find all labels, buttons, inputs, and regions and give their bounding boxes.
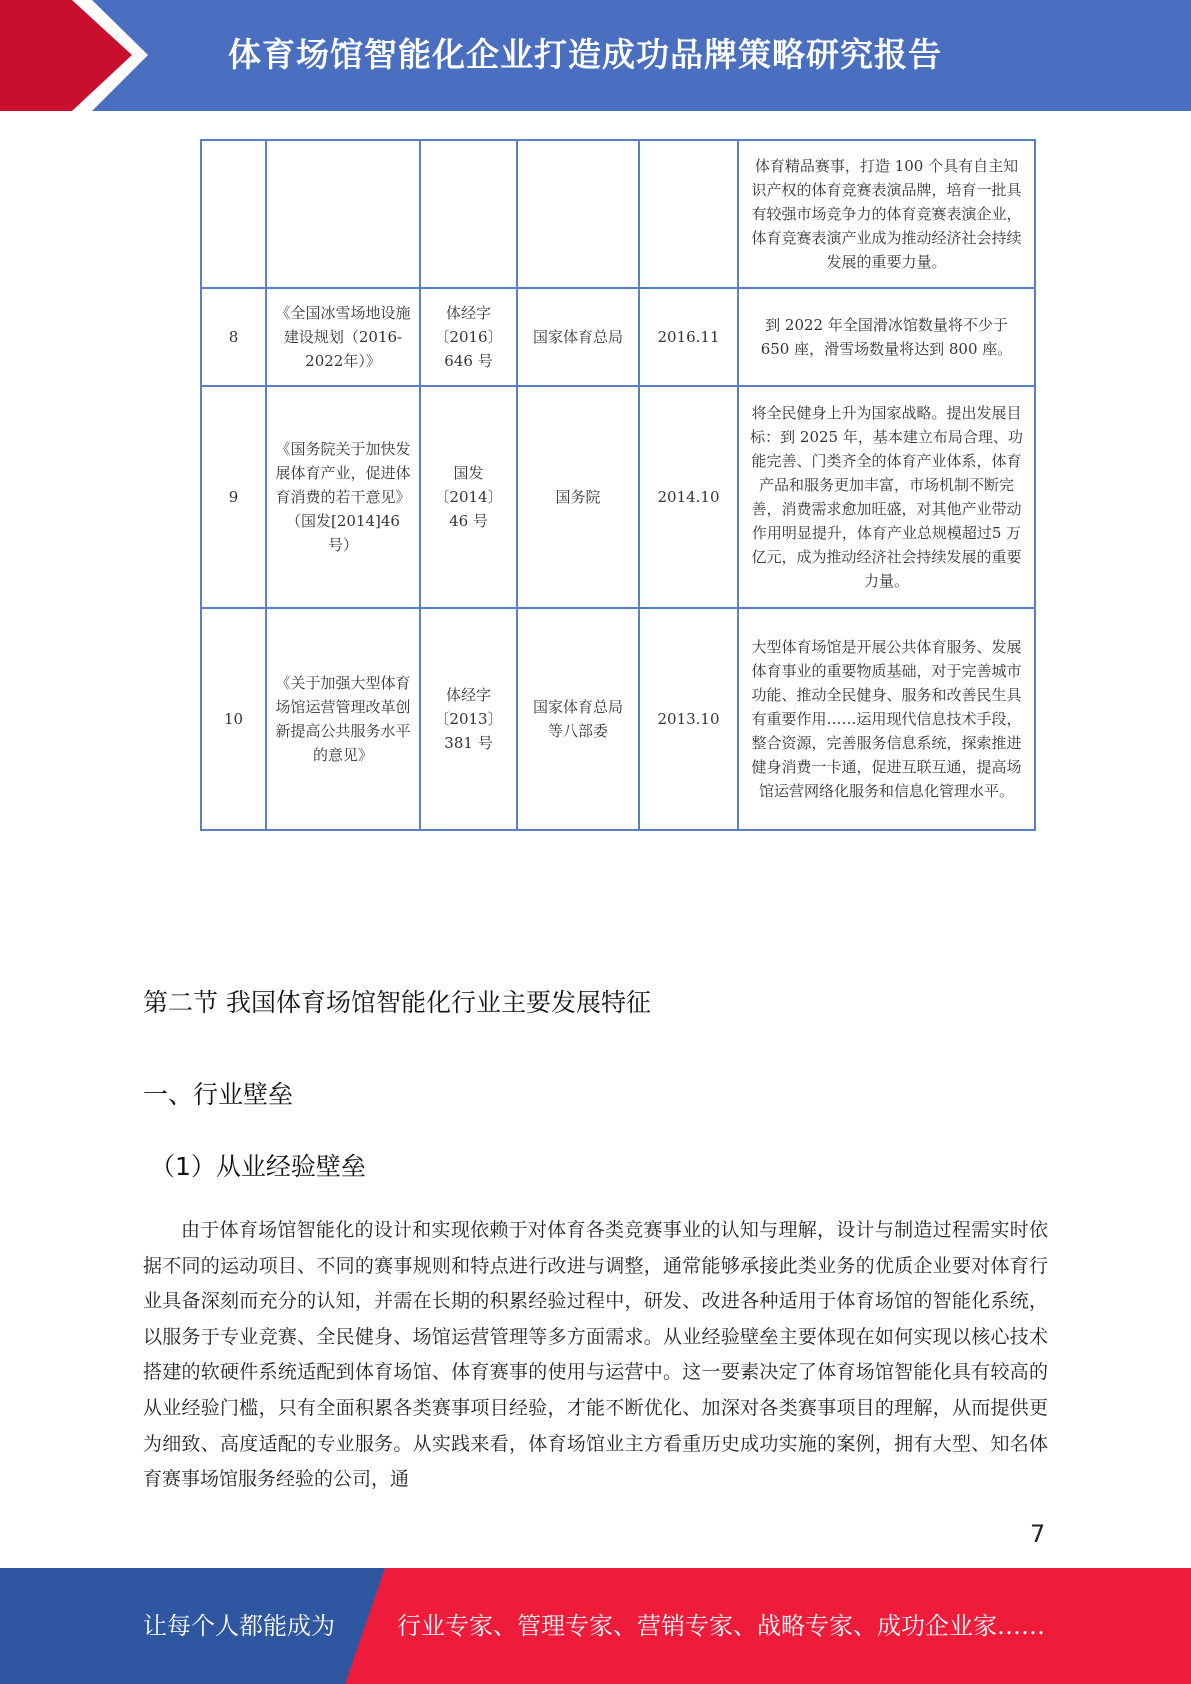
section-title: 第二节 我国体育场馆智能化行业主要发展特征 <box>143 988 651 1017</box>
table-cell-date: 2013.10 <box>639 608 738 830</box>
table-cell-date: 2014.10 <box>639 386 738 608</box>
footer-slogan-left: 让每个人都能成为 <box>143 1612 335 1640</box>
table-cell-doc-no: 体经字〔2013〕381 号 <box>420 608 517 830</box>
table-cell-num: 9 <box>201 386 266 608</box>
subsubsection-title: （1）从业经验壁垒 <box>150 1152 366 1181</box>
table-cell <box>266 140 420 288</box>
page-number: 7 <box>1030 1520 1046 1548</box>
table-row <box>201 140 1035 288</box>
table-cell-name: 《关于加强大型体育场馆运营管理改革创新提高公共服务水平的意见》 <box>266 608 420 830</box>
table-cell <box>201 140 266 288</box>
table-row <box>201 386 1035 608</box>
table-cell-num: 8 <box>201 288 266 386</box>
table-cell-name: 《全国冰雪场地设施建设规划（2016-2022年）》 <box>266 288 420 386</box>
report-title: 体育场馆智能化企业打造成功品牌策略研究报告 <box>228 35 942 74</box>
table-cell <box>420 140 517 288</box>
footer-slogan-right: 行业专家、管理专家、营销专家、战略专家、成功企业家…… <box>397 1612 1045 1640</box>
page-header <box>0 0 1191 111</box>
table-cell-doc-no: 体经字〔2016〕646 号 <box>420 288 517 386</box>
table-cell-issuer: 国家体育总局 <box>517 288 639 386</box>
table-row <box>201 608 1035 830</box>
table-cell <box>517 140 639 288</box>
table-cell-desc: 体育精品赛事，打造 100 个具有自主知识产权的体育竞赛表演品牌，培育一批具有较强市场竞争力的体育竞赛表演企业，体育竞赛表演产业成为推动经济社会持续发展的重要力量。 <box>738 140 1035 288</box>
header-arrow-icon <box>0 0 150 111</box>
table-cell-num: 10 <box>201 608 266 830</box>
table-cell-doc-no: 国发〔2014〕46 号 <box>420 386 517 608</box>
table-cell <box>639 140 738 288</box>
table-cell-issuer: 国务院 <box>517 386 639 608</box>
body-paragraph: 由于体育场馆智能化的设计和实现依赖于对体育各类竞赛事业的认知与理解，设计与制造过程需实时依据不同的运动项目、不同的赛事规则和特点进行改进与调整，通常能够承接此类业务的优质企业要对体育行业具备深刻而充分的认知，并需在长期的积累经验过程中，研发、改进各种适用于体育场馆的智能化系统，以服务于专业竞赛、全民健身、场馆运营管理等多方面需求。从业经验壁垒主要体现在如何实现以核心技术搭建的软硬件系统适配到体育场馆、体育赛事的使用与运营中。这一要素决定了体育场馆智能化具有较高的从业经验门槛，只有全面积累各类赛事项目经验，才能不断优化、加深对各类赛事项目的理解，从而提供更为细致、高度适配的专业服务。从实践来看，体育场馆业主方看重历史成功实施的案例，拥有大型、知名体育赛事场馆服务经验的公司，通 <box>143 1219 1048 1491</box>
table-cell-name: 《国务院关于加快发展体育产业，促进体育消费的若干意见》（国发[2014]46号） <box>266 386 420 608</box>
table-cell-desc: 到 2022 年全国滑冰馆数量将不少于 650 座，滑雪场数量将达到 800 座。 <box>738 288 1035 386</box>
policy-table <box>200 139 1036 831</box>
subsection-title: 一、行业壁垒 <box>143 1080 294 1109</box>
table-cell-issuer: 国家体育总局等八部委 <box>517 608 639 830</box>
table-cell-date: 2016.11 <box>639 288 738 386</box>
table-cell-desc: 将全民健身上升为国家战略。提出发展目标：到 2025 年，基本建立布局合理、功能完善、门类齐全的体育产业体系，体育产品和服务更加丰富，市场机制不断完善，消费需求愈加旺盛，对其他产业带动作用明显提升，体育产业总规模超过5 万亿元，成为推动经济社会持续发展的重要力量。 <box>738 386 1035 608</box>
table-row <box>201 288 1035 386</box>
table-cell-desc: 大型体育场馆是开展公共体育服务、发展体育事业的重要物质基础，对于完善城市功能、推动全民健身、服务和改善民生具有重要作用……运用现代信息技术手段，整合资源，完善服务信息系统，探索推进健身消费一卡通，促进互联互通，提高场馆运营网络化服务和信息化管理水平。 <box>738 608 1035 830</box>
page-footer <box>0 1568 1191 1684</box>
